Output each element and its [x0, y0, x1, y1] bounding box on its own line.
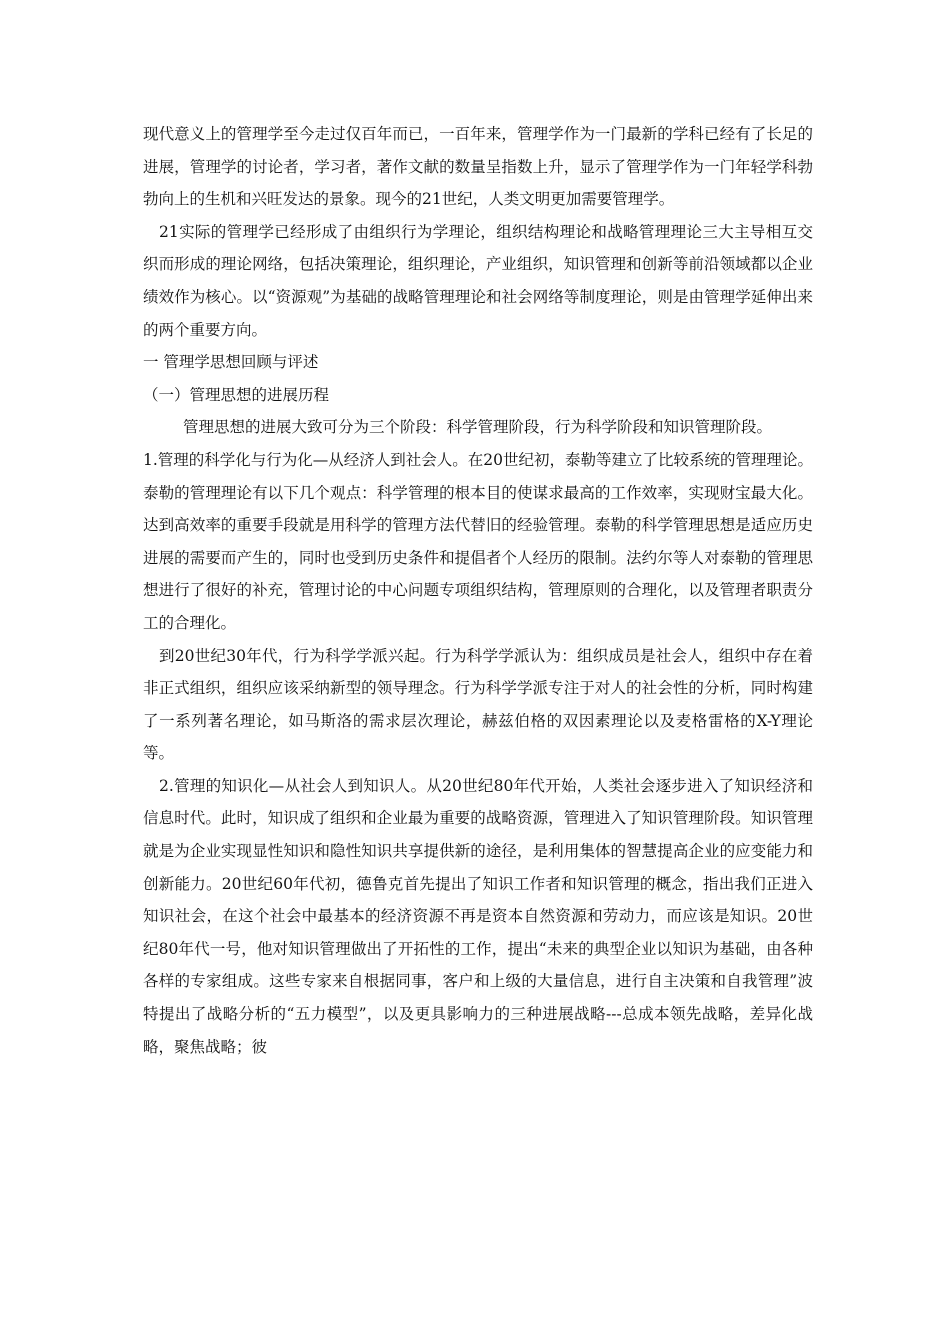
subsection-heading: （一）管理思想的进展历程: [143, 385, 330, 404]
paragraph-intro: 现代意义上的管理学至今走过仅百年而已，一百年来，管理学作为一门最新的学科已经有了长足的进展，管理学的讨论者，学习者，著作文献的数量呈指数上升，显示了管理学作为一门年轻学科勃勃向上的生机和兴旺发达的景象。现今的21世纪，人类文明更加需要管理学。: [143, 125, 813, 209]
paragraph-scientific-management: 1.管理的科学化与行为化—从经济人到社会人。在20世纪初，泰勒等建立了比较系统的管理理论。泰勒的管理理论有以下几个观点：科学管理的根本目的使谋求最高的工作效率，实现财宝最大化。达到高效率的重要手段就是用科学的管理方法代替旧的经验管理。泰勒的科学管理思想是适应历史进展的需要而产生的，同时也受到历史条件和提倡者个人经历的限制。法约尔等人对泰勒的管理思想进行了很好的补充，管理讨论的中心问题专项组织结构，管理原则的合理化，以及管理者职责分工的合理化。: [143, 450, 814, 632]
document-body: [143, 118, 813, 1063]
paragraph-stages: 管理思想的进展大致可分为三个阶段：科学管理阶段，行为科学阶段和知识管理阶段。: [183, 418, 773, 437]
section-heading: 一 管理学思想回顾与评述: [143, 353, 319, 372]
paragraph-21st-century: 21实际的管理学已经形成了由组织行为学理论，组织结构理论和战略管理理论三大主导相互交织而形成的理论网络，包括决策理论，组织理论，产业组织，知识管理和创新等前沿领域都以企业绩效作为核心。以“资源观”为基础的战略管理理论和社会网络等制度理论，则是由管理学延伸出来的两个重要方向。: [143, 222, 813, 339]
paragraph-knowledge-management: 2.管理的知识化—从社会人到知识人。从20世纪80年代开始，人类社会逐步进入了知识经济和信息时代。此时，知识成了组织和企业最为重要的战略资源，管理进入了知识管理阶段。知识管理就是为企业实现显性知识和隐性知识共享提供新的途径，是利用集体的智慧提高企业的应变能力和创新能力。20世纪60年代初，德鲁克首先提出了知识工作者和知识管理的概念，指出我们正进入知识社会，在这个社会中最基本的经济资源不再是资本自然资源和劳动力，而应该是知识。20世纪80年代一号，他对知识管理做出了开拓性的工作，提出“未来的典型企业以知识为基础，由各种各样的专家组成。这些专家来自根据同事，客户和上级的大量信息，进行自主决策和自我管理”波特提出了战略分析的“五力模型”，以及更具影响力的三种进展战略---总成本领先战略，差异化战略，聚焦战略；彼: [143, 776, 813, 1056]
paragraph-behavioral-science: 到20世纪30年代，行为科学学派兴起。行为科学学派认为：组织成员是社会人，组织中存在着非正式组织，组织应该采纳新型的领导理念。行为科学学派专注于对人的社会性的分析，同时构建了一系列著名理论，如马斯洛的需求层次理论，赫兹伯格的双因素理论以及麦格雷格的X-Y理论等。: [143, 646, 813, 763]
